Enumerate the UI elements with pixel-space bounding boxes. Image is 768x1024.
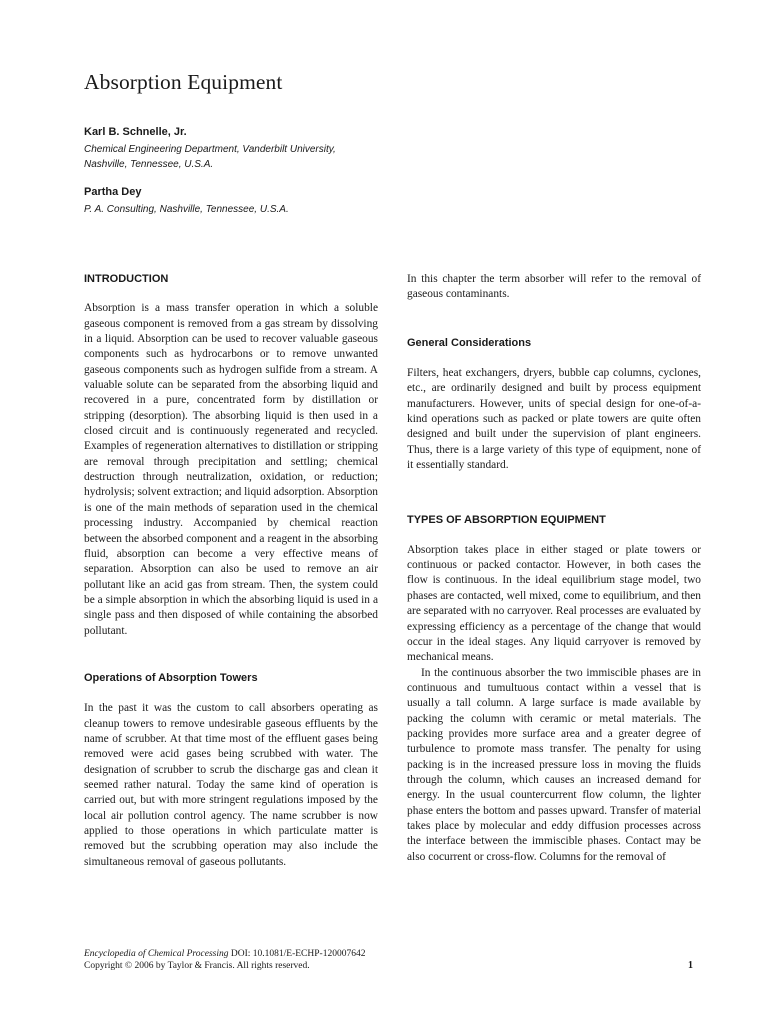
author-affiliation-1 <box>84 142 414 172</box>
introduction-paragraph: Absorption is a mass transfer operation in which a soluble gaseous component is removed from a gas stream by dissolving in a liquid. Absorption can be used to recover valuable gaseous components such as hydrocarbons or to remove unwanted gaseous components such as hydrogen sulfide from a stream. A valuable solute can be separated from the absorbing liquid and recovered in a pure, concentrated form by distillation or stripping (desorption). The absorbing liquid is then used in a closed circuit and is continuously regenerated and recycled. Examples of regeneration alternatives to distillation or stripping are removal through precipitation and settling; chemical destruction through neutralization, oxidation, or reduction; hydrolysis; solvent extraction; and liquid adsorption. Absorption is one of the main methods of separation used in the chemical processing industry. Accompanied by chemical reaction between the absorbed component and a reagent in the absorbing fluid, absorption can become a very effective means of separation. Absorption can also be used to remove an air pollutant like an acid gas from stream. Then, the system could be a simple absorption in which the absorbing liquid is used in a single pass and then disposed of while containing the absorbed pollutant. <box>84 302 378 637</box>
doi: DOI: 10.1081/E-ECHP-120007642 <box>228 949 366 959</box>
encyclopedia-title: Encyclopedia of Chemical Processing <box>84 949 229 959</box>
affiliation-line: Nashville, Tennessee, U.S.A. <box>84 159 214 170</box>
operations-paragraph: In the past it was the custom to call absorbers operating as cleanup towers to remove undesirable gaseous effluents by the name of scrubber. At that time most of the effluent gases being removed were acid gases being scrubbed with water. The designation of scrubber to scrub the discharge gas and clean it seemed rather natural. Today the same kind of operation is carried out, but with more stringent regulations imposed by the local air pollution control agency. The name scrubber is now applied to those operations in which particulate matter is removed but the scrubbing operation may also include the simultaneous removal of gaseous pollutants. <box>84 702 378 868</box>
author-name-1: Karl B. Schnelle, Jr. <box>84 126 187 138</box>
article-title: Absorption Equipment <box>84 70 283 94</box>
copyright: Copyright © 2006 by Taylor & Francis. All rights reserved. <box>84 961 310 971</box>
general-considerations-paragraph: Filters, heat exchangers, dryers, bubble cap columns, cyclones, etc., are ordinarily designed and built by process equipment manufacturers. However, units of special design for one-of-a-kind operations such as packed or plate towers are quite often designed and built under the supervision of plant engineers. Thus, there is a large variety of this type of equipment, none of it essentially standard. <box>407 367 701 472</box>
right-column <box>407 272 701 865</box>
page-number: 1 <box>688 960 693 971</box>
left-column <box>84 272 378 870</box>
operations-heading: Operations of Absorption Towers <box>84 671 258 684</box>
author-affiliation-2 <box>84 202 414 217</box>
types-heading: TYPES OF ABSORPTION EQUIPMENT <box>407 514 606 527</box>
page-footer <box>84 948 384 972</box>
citation-line <box>84 948 384 960</box>
affiliation-line: P. A. Consulting, Nashville, Tennessee, U.S.A. <box>84 204 289 215</box>
affiliation-line: Chemical Engineering Department, Vanderbilt University, <box>84 144 336 155</box>
introduction-continuation: In this chapter the term absorber will refer to the removal of gaseous contaminants. <box>407 273 701 301</box>
types-paragraph-1: Absorption takes place in either staged or plate towers or continuous or packed contactor. However, in both cases the flow is continuous. In the ideal equilibrium stage model, two phases are contacted, well mixed, come to equilibrium, and then are separated with no carryover. Real processes are evaluated by expressing efficiency as a percentage of the change that would occur in the ideal stages. Any liquid carryover is removed by mechanical means. <box>407 543 701 664</box>
author-name-2: Partha Dey <box>84 186 142 198</box>
general-considerations-heading: General Considerations <box>407 336 532 349</box>
introduction-heading: INTRODUCTION <box>84 273 169 285</box>
types-paragraph-2: In the continuous absorber the two immiscible phases are in continuous and tumultuous contact within a vessel that is usually a tall column. A large surface is made available by packing the column with ceramic or metal materials. The packing provides more surface area and a greater degree of turbulence to promote mass transfer. The penalty for using packing is in the increased pressure loss in moving the fluids through the column, which causes an increased demand for energy. In the usual countercurrent flow column, the lighter phase enters the bottom and passes upward. Transfer of material takes place by molecular and eddy diffusion processes across the interface between the immiscible phases. Contact may be also cocurrent or cross-flow. Columns for the removal of <box>407 666 701 863</box>
